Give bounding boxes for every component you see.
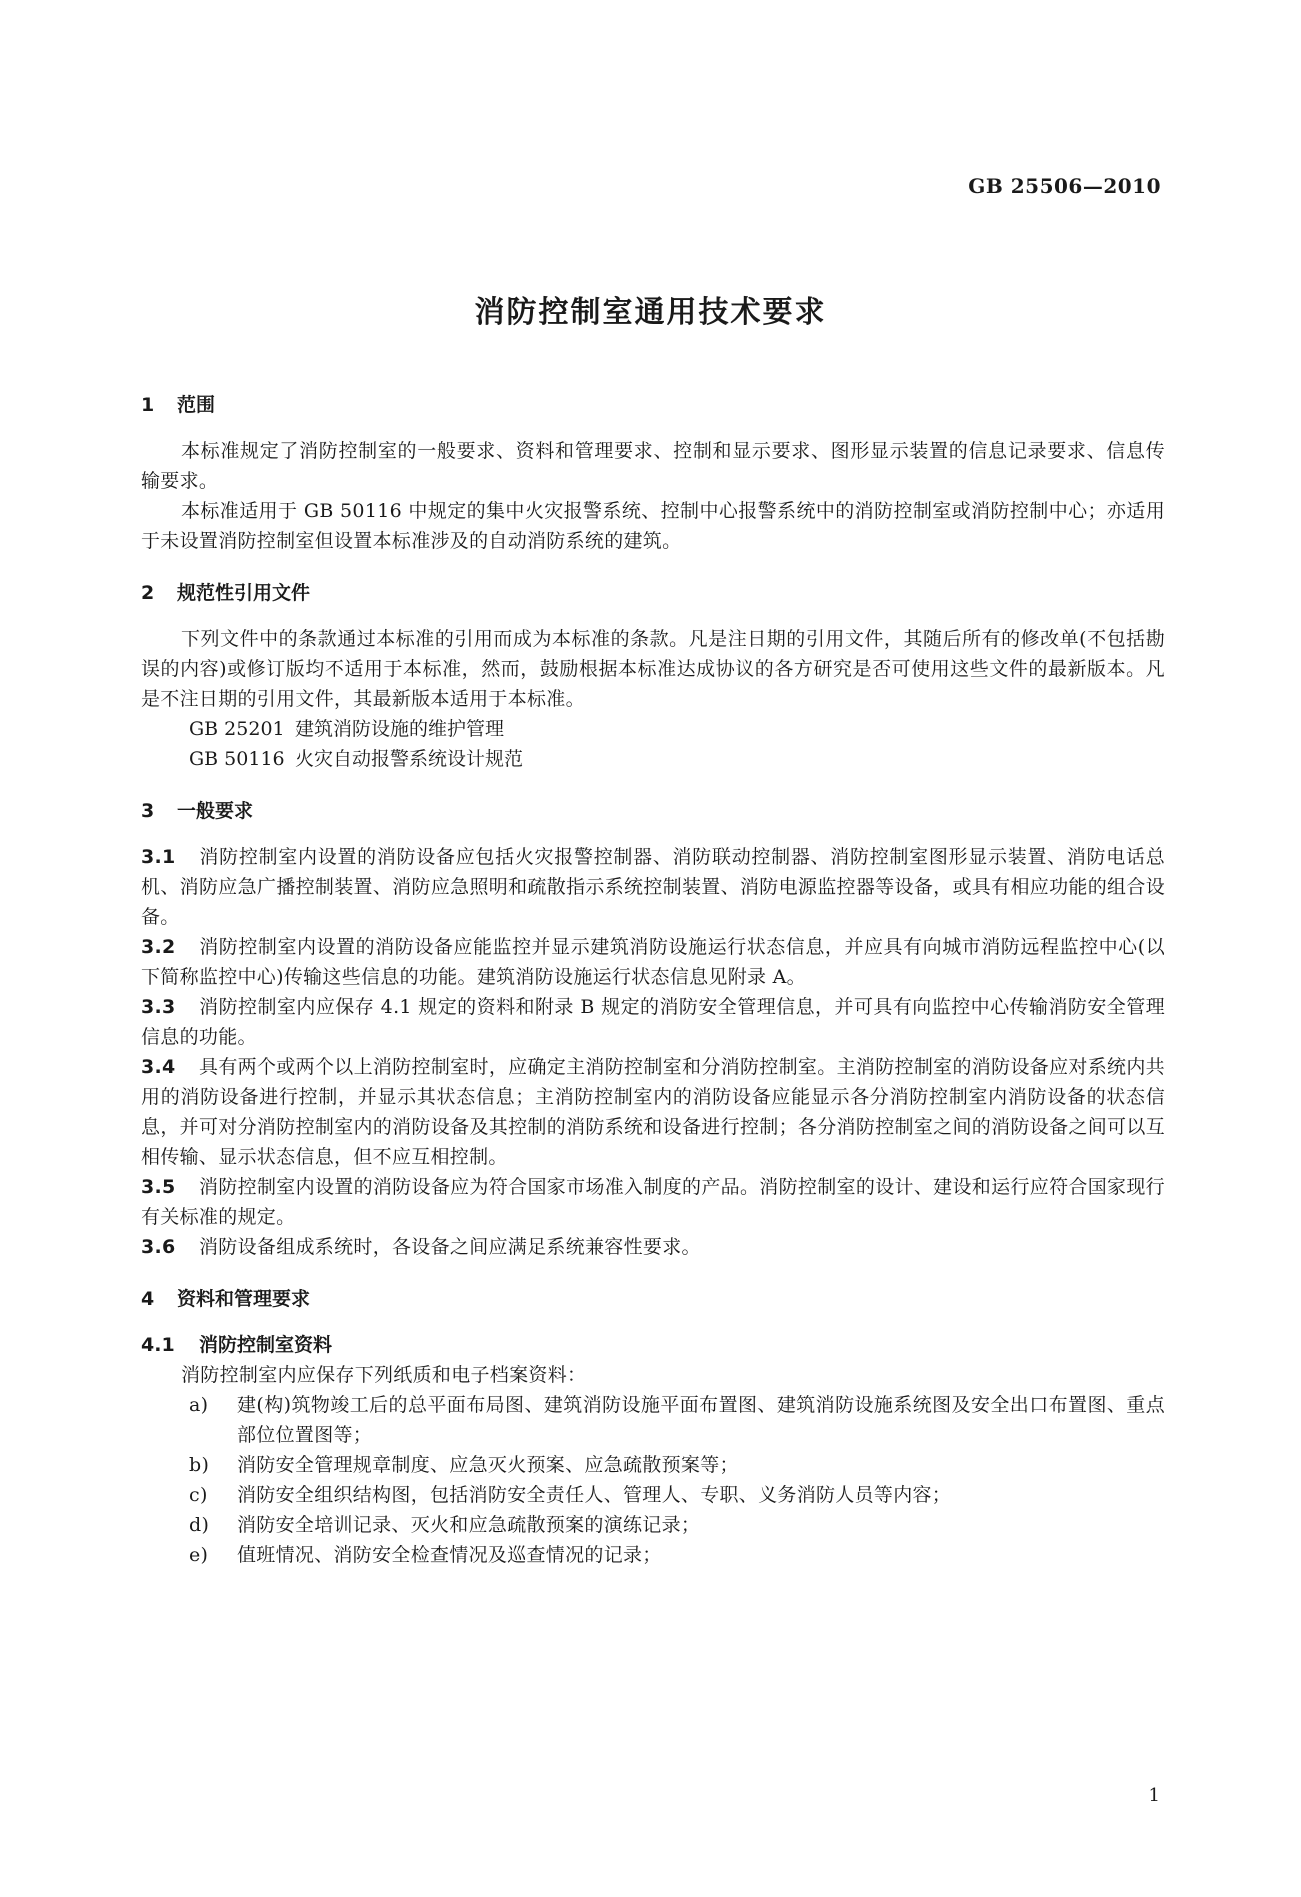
page-number: 1 [1148,1785,1160,1806]
clause-number: 3.1 [141,846,176,868]
section-number: 1 [141,394,155,416]
list-item [141,1390,1165,1450]
list-item-text: 消防安全培训记录、灭火和应急疏散预案的演练记录； [237,1514,701,1536]
clause [141,932,1165,992]
reference-code: GB 25201 [189,718,285,740]
standard-code: GB 25506—2010 [968,174,1161,198]
reference-item [141,744,1165,774]
document-body [141,390,1165,1570]
list-item [141,1480,1165,1510]
section-heading [141,796,1165,826]
reference-code: GB 50116 [189,748,285,770]
section-title: 规范性引用文件 [177,582,311,604]
section-number: 3 [141,800,155,822]
clause-text: 消防控制室内设置的消防设备应为符合国家市场准入制度的产品。消防控制室的设计、建设和运行应符合国家现行有关标准的规定。 [141,1176,1165,1228]
page-title: 消防控制室通用技术要求 [474,295,827,330]
paragraph: 下列文件中的条款通过本标准的引用而成为本标准的条款。凡是注日期的引用文件，其随后所有的修改单(不包括勘误的内容)或修订版均不适用于本标准，然而，鼓励根据本标准达成协议的各方研究是否可使用这些文件的最新版本。凡是不注日期的引用文件，其最新版本适用于本标准。 [141,628,1165,710]
section-documentation-management [141,1284,1165,1570]
section-title: 资料和管理要求 [177,1288,311,1310]
paragraph: 本标准规定了消防控制室的一般要求、资料和管理要求、控制和显示要求、图形显示装置的信息记录要求、信息传输要求。 [141,440,1165,492]
list-item-text: 消防安全管理规章制度、应急灭火预案、应急疏散预案等； [237,1454,739,1476]
clause [141,1232,1165,1262]
clause-number: 3.4 [141,1056,176,1078]
subsection-heading [141,1330,1165,1360]
list-marker: e) [189,1544,209,1566]
paragraph: 本标准适用于 GB 50116 中规定的集中火灾报警系统、控制中心报警系统中的消防控制室或消防控制中心；亦适用于未设置消防控制室但设置本标准涉及的自动消防系统的建筑。 [141,500,1165,552]
subsection-number: 4.1 [141,1334,175,1356]
clause-number: 3.5 [141,1176,176,1198]
reference-title: 火灾自动报警系统设计规范 [295,748,524,770]
list-item [141,1540,1165,1570]
reference-item [141,714,1165,744]
section-title: 范围 [177,394,216,416]
clause [141,842,1165,932]
section-scope [141,390,1165,556]
clause [141,1052,1165,1172]
list-item-text: 值班情况、消防安全检查情况及巡查情况的记录； [237,1544,662,1566]
paragraph: 消防控制室内应保存下列纸质和电子档案资料： [181,1364,587,1386]
list-item-text: 建(构)筑物竣工后的总平面布局图、建筑消防设施平面布置图、建筑消防设施系统图及安全出口布置图、重点部位位置图等； [237,1394,1165,1446]
section-normative-references [141,578,1165,774]
list-marker: d) [189,1514,210,1536]
list-marker: b) [189,1454,210,1476]
section-number: 4 [141,1288,155,1310]
list-item [141,1510,1165,1540]
clause-text: 消防设备组成系统时，各设备之间应满足系统兼容性要求。 [199,1236,701,1258]
clause [141,1172,1165,1232]
clause [141,992,1165,1052]
clause-text: 消防控制室内设置的消防设备应能监控并显示建筑消防设施运行状态信息，并应具有向城市消防远程监控中心(以下简称监控中心)传输这些信息的功能。建筑消防设施运行状态信息见附录 A。 [141,936,1165,988]
clause-text: 消防控制室内设置的消防设备应包括火灾报警控制器、消防联动控制器、消防控制室图形显示装置、消防电话总机、消防应急广播控制装置、消防应急照明和疏散指示系统控制装置、消防电源监控器等设备，或具有相应功能的组合设备。 [141,846,1165,928]
list-marker: a) [189,1394,209,1416]
section-heading [141,578,1165,608]
clause-number: 3.3 [141,996,176,1018]
list-item-text: 消防安全组织结构图，包括消防安全责任人、管理人、专职、义务消防人员等内容； [237,1484,952,1506]
clause-number: 3.6 [141,1236,176,1258]
section-number: 2 [141,582,155,604]
section-heading [141,1284,1165,1314]
subsection-title: 消防控制室资料 [199,1334,333,1356]
clause-number: 3.2 [141,936,176,958]
section-general-requirements [141,796,1165,1262]
clause-text: 具有两个或两个以上消防控制室时，应确定主消防控制室和分消防控制室。主消防控制室的消防设备应对系统内共用的消防设备进行控制，并显示其状态信息；主消防控制室内的消防设备应能显示各分消防控制室内消防设备的状态信息，并可对分消防控制室内的消防设备及其控制的消防系统和设备进行控制；各分消防控制室之间的消防设备之间可以互相传输、显示状态信息，但不应互相控制。 [141,1056,1165,1168]
section-title: 一般要求 [177,800,254,822]
list-item [141,1450,1165,1480]
clause-text: 消防控制室内应保存 4.1 规定的资料和附录 B 规定的消防安全管理信息，并可具有向监控中心传输消防安全管理信息的功能。 [141,996,1165,1048]
section-heading [141,390,1165,420]
list-marker: c) [189,1484,208,1506]
reference-title: 建筑消防设施的维护管理 [295,718,505,740]
